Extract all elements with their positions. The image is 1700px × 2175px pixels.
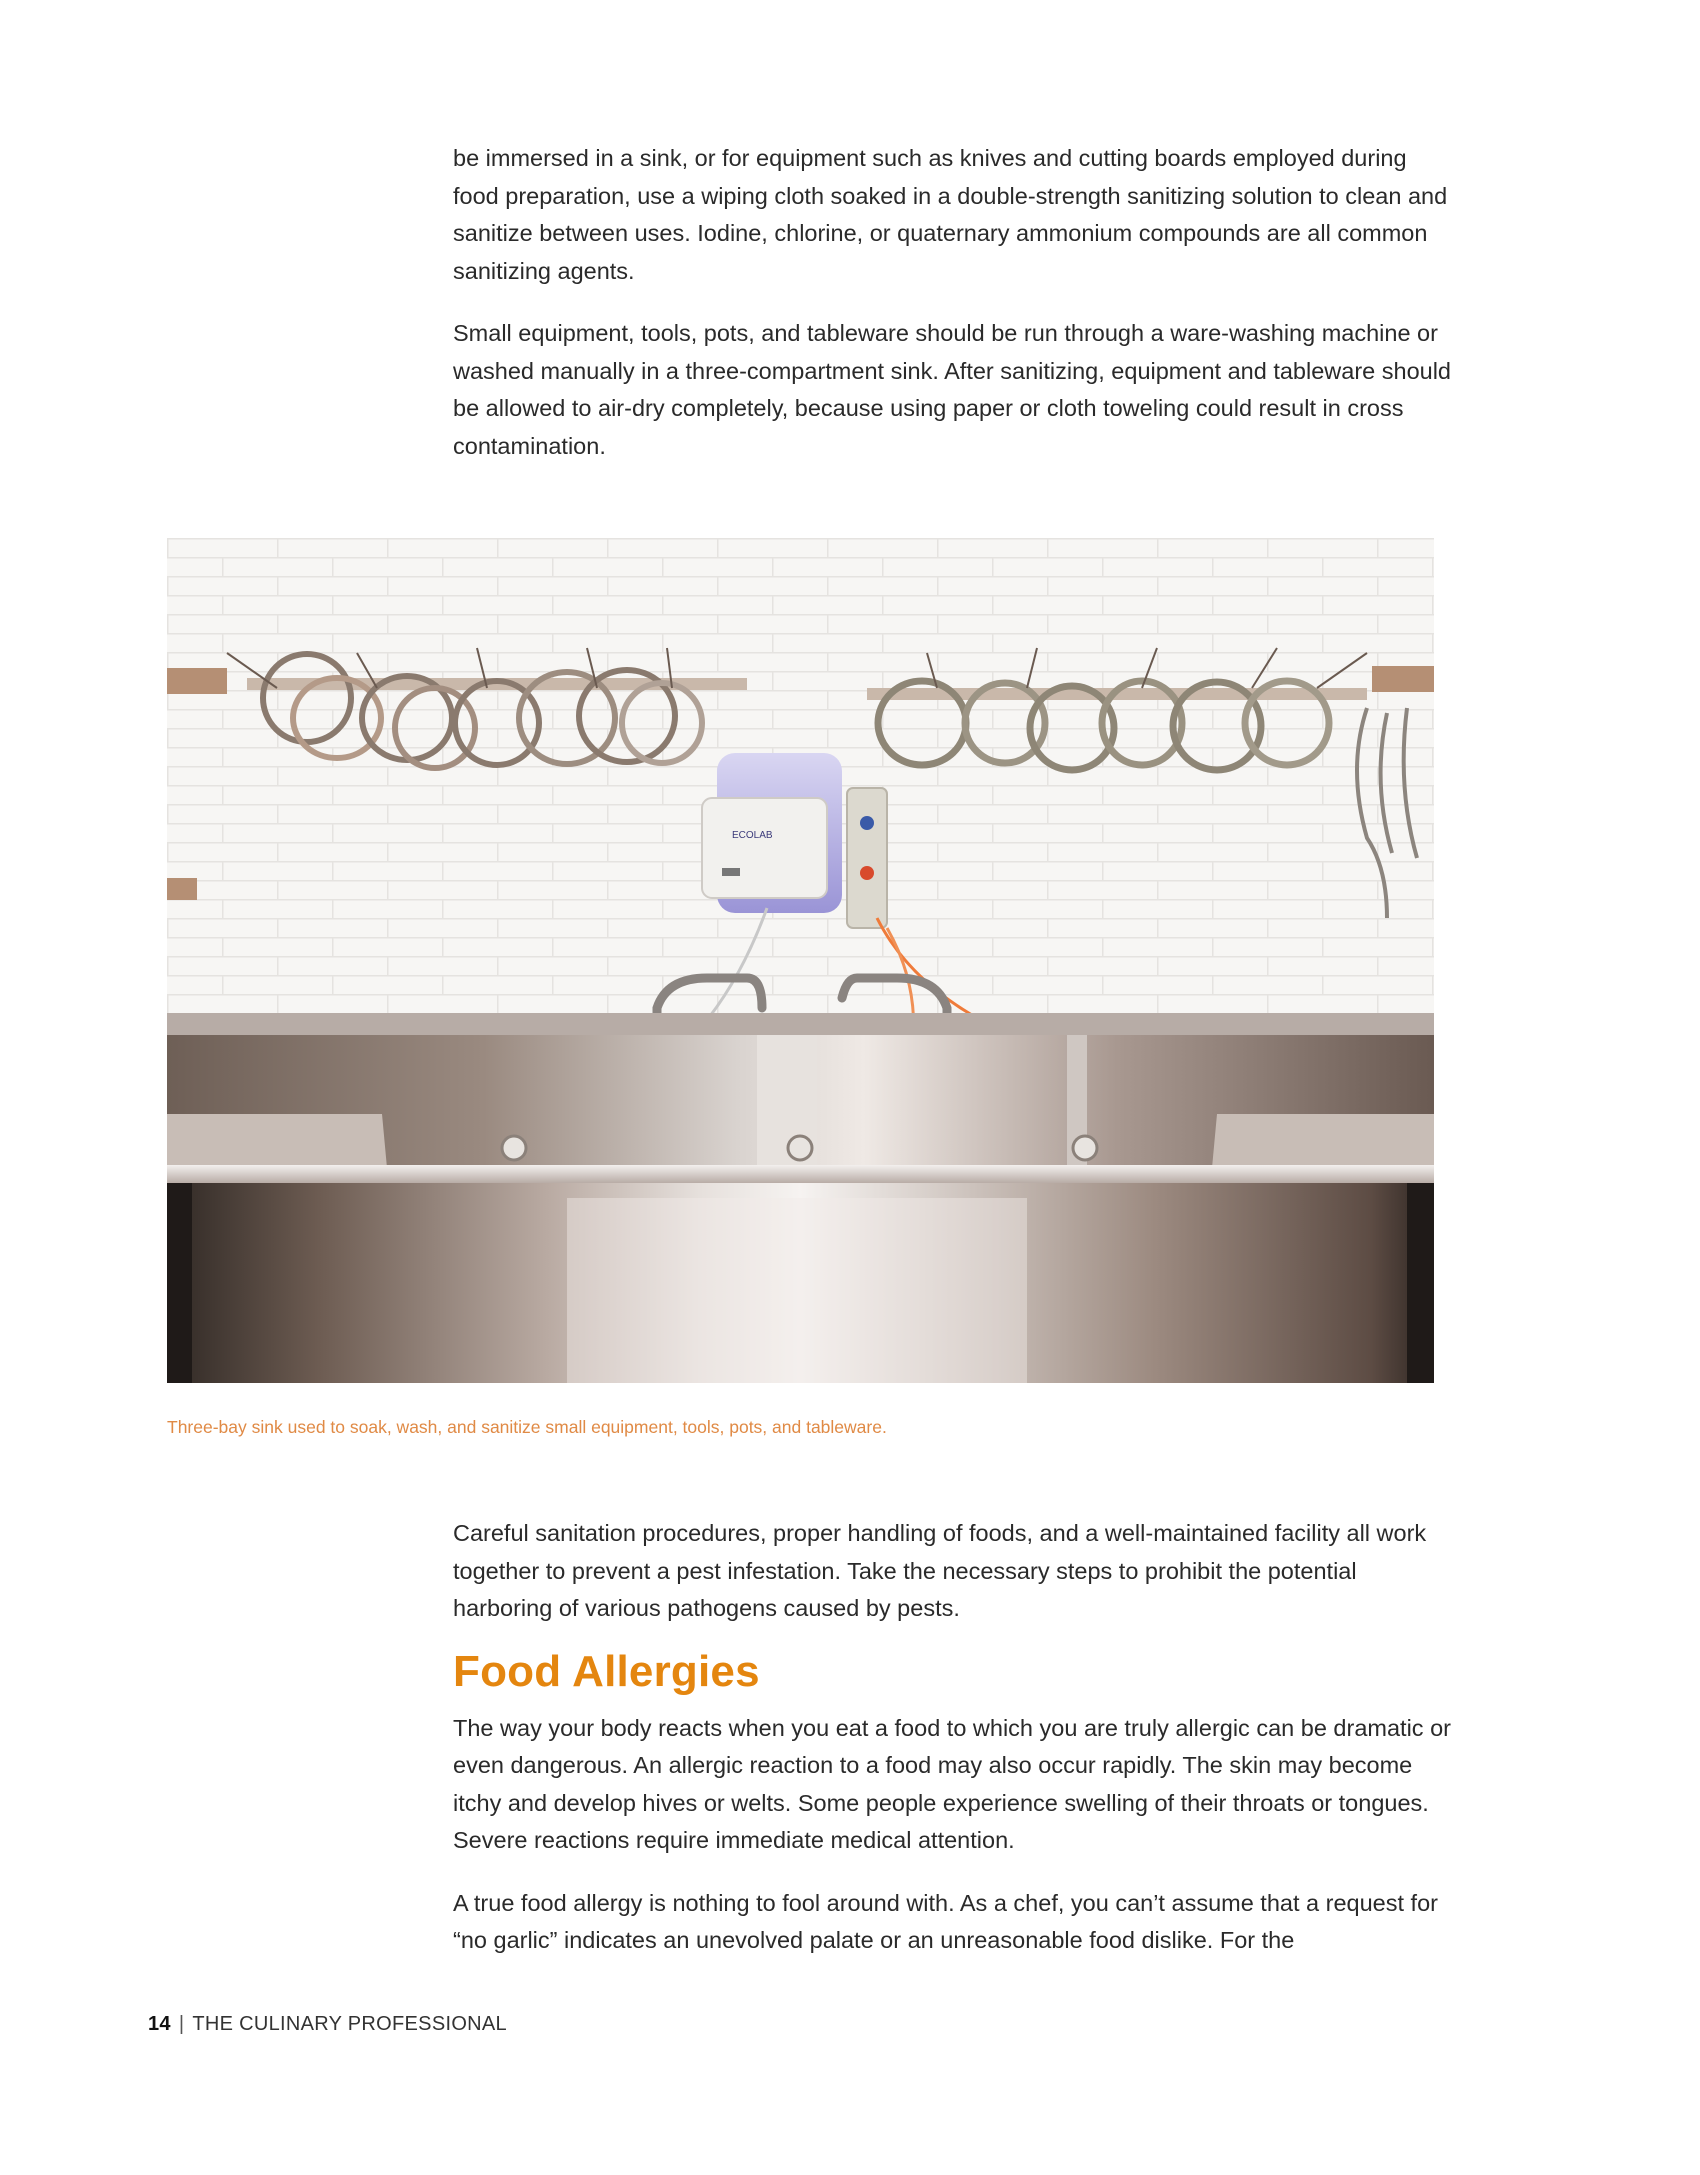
three-bay-sink-photo bbox=[167, 538, 1434, 1383]
book-title: THE CULINARY PROFESSIONAL bbox=[192, 2013, 507, 2035]
body-paragraph: be immersed in a sink, or for equipment such as knives and cutting boards employed during food preparation, use a wiping cloth soaked in a double-strength sanitizing solution to clean and sanitize between uses. Iodine, chlorine, or quaternary ammonium compounds are all common sanitizing agents. bbox=[453, 145, 1448, 284]
dispenser-label: ECOLAB bbox=[732, 830, 773, 841]
page-footer bbox=[148, 2013, 507, 2036]
body-paragraph: Careful sanitation procedures, proper handling of foods, and a well-maintained facility all work together to prevent a pest infestation. Take the necessary steps to prohibit the potential harboring of various pathogens caused by pests. bbox=[453, 1520, 1427, 1621]
intro-text-block bbox=[453, 140, 1453, 465]
body-paragraph: A true food allergy is nothing to fool around with. As a chef, you can’t assume that a request for “no garlic” indicates an unevolved palate or an unreasonable food dislike. For the bbox=[453, 1889, 1438, 1953]
section-heading: Food Allergies bbox=[453, 1646, 760, 1696]
body-paragraph: Small equipment, tools, pots, and tableware should be run through a ware-washing machine or washed manually in a three-compartment sink. After sanitizing, equipment and tableware should be allowed to air-dry completely, because using paper or cloth toweling could result in cross contamination. bbox=[453, 320, 1451, 459]
page-number: 14 bbox=[148, 2013, 171, 2035]
footer-separator: | bbox=[178, 2013, 185, 2035]
main-text-block bbox=[453, 1515, 1453, 1960]
figure-caption: Three-bay sink used to soak, wash, and sanitize small equipment, tools, pots, and tableware. bbox=[167, 1417, 887, 1437]
body-paragraph: The way your body reacts when you eat a food to which you are truly allergic can be dramatic or even dangerous. An allergic reaction to a food may also occur rapidly. The skin may become itchy and develop hives or welts. Some people experience swelling of their throats or tongues. Severe reactions require immediate medical attention. bbox=[453, 1714, 1451, 1853]
